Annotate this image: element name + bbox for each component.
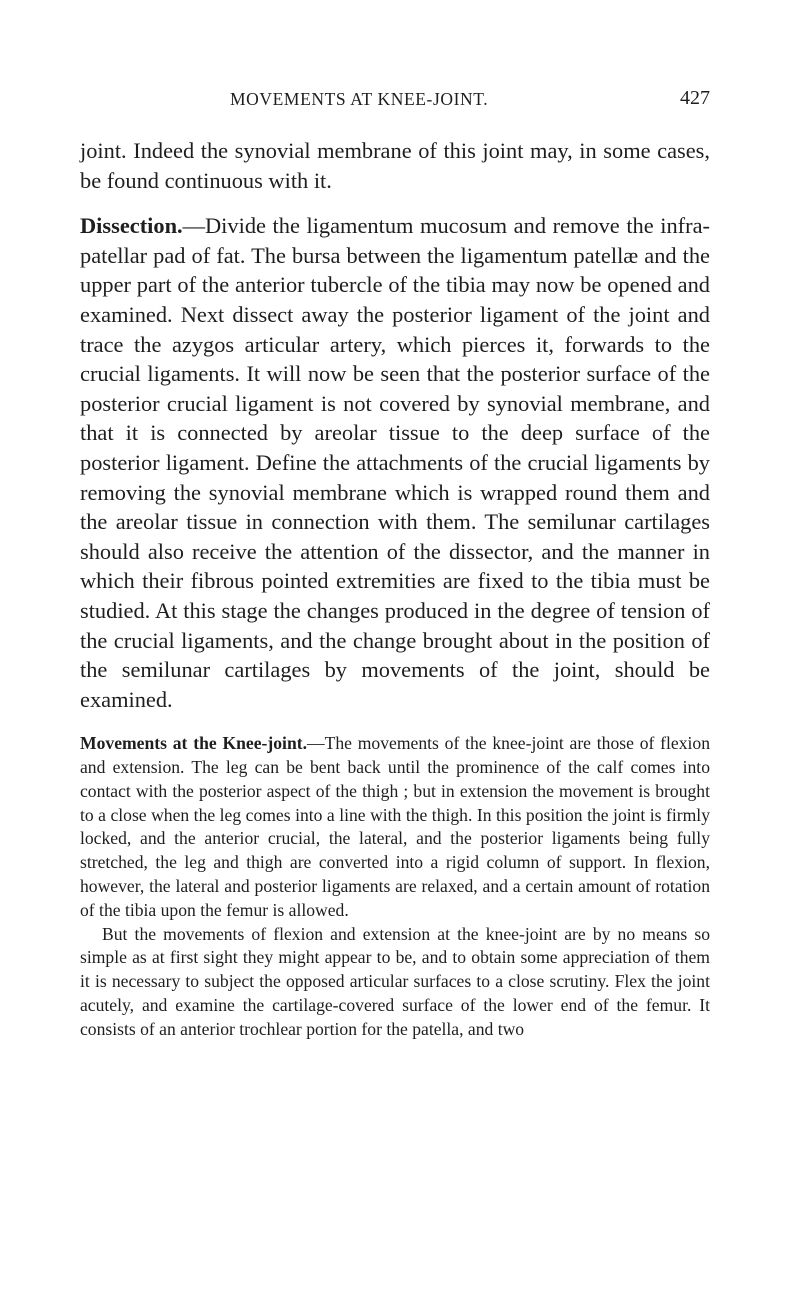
- body-text: [80, 136, 710, 1042]
- dissection-heading: Dissection.: [80, 213, 183, 239]
- page-number: 427: [680, 87, 710, 109]
- dissection-text: —Divide the ligamentum mucosum and remove the infra-patellar pad of fat. The bursa between the ligamentum patellæ and the upper part of the anterior tubercle of the tibia may now be opened and examined. Next dissect away the posterior ligament of the joint and trace the azygos articular artery, which pierces it, forwards to the crucial ligaments. It will now be seen that the posterior surface of the posterior crucial ligament is not covered by synovial membrane, and that it is connected by areolar tissue to the deep surface of the posterior ligament. Define the attachments of the crucial ligaments by removing the synovial membrane which is wrapped round them and the areolar tissue in connection with them. The semilunar cartilages should also receive the attention of the dissector, and the manner in which their fibrous pointed extremities are fixed to the tibia must be studied. At this stage the changes produced in the degree of tension of the crucial ligaments, and the change brought about in the position of the semilunar cartilages by movements of the joint, should be examined.: [80, 213, 710, 712]
- running-title: MOVEMENTS AT KNEE-JOINT.: [230, 89, 489, 109]
- movements-paragraph: [80, 732, 710, 922]
- dissection-paragraph: [80, 211, 710, 714]
- small-text-block: [80, 732, 710, 1041]
- continuation-paragraph: joint. Indeed the synovial membrane of this joint may, in some cases, be found continuous with it.: [80, 138, 710, 193]
- running-head: [80, 86, 710, 116]
- movements-text: —The movements of the knee-joint are those of flexion and extension. The leg can be bent back until the prominence of the calf comes into contact with the posterior aspect of the thigh ; but in extension the movement is brought to a close when the leg comes into a line with the thigh. In this position the joint is firmly locked, and the anterior crucial, the lateral, and the posterior ligaments being fully stretched, the leg and thigh are converted into a rigid column of support. In flexion, however, the lateral and posterior ligaments are relaxed, and a certain amount of rotation of the tibia upon the femur is allowed.: [80, 733, 710, 920]
- main-text-block: [80, 136, 710, 714]
- flexion-extension-paragraph: But the movements of flexion and extension at the knee-joint are by no means so simple as at first sight they might appear to be, and to obtain some appreciation of them it is necessary to subject the opposed articular surfaces to a close scrutiny. Flex the joint acutely, and examine the cartilage-covered surface of the lower end of the femur. It consists of an anterior trochlear portion for the patella, and two: [80, 923, 710, 1039]
- movements-heading: Movements at the Knee-joint.: [80, 733, 307, 754]
